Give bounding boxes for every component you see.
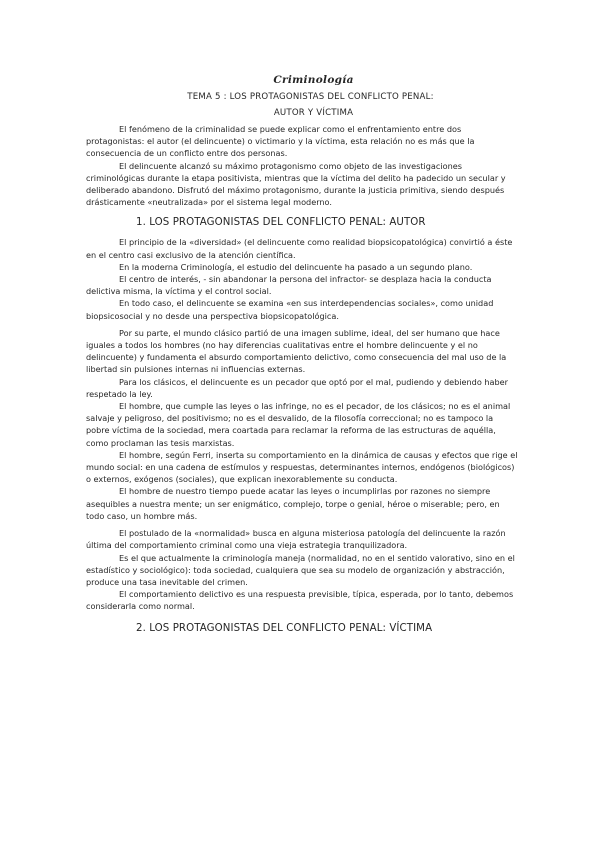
paragraph: El hombre, según Ferri, inserta su comportamiento en la dinámica de causas y efectos que rige el mundo social: en una cadena de estímulos y respuestas, determinantes internos, endógenos (biológicos) o externos, exógenos (sociales), que explican inexorablemente su conducta.	[86, 449, 518, 485]
document-title: Criminología	[273, 74, 354, 86]
paragraph: El hombre, que cumple las leyes o las infringe, no es el pecador, de los clásicos; no es el animal salvaje y peligroso, del positivismo; no es el desvalido, de la filosofía correccional; no es tampoco la pobre víctima de la sociedad, mera coartada para reclamar la reforma de las estructuras de aquélla, como proclaman las tesis marxistas.	[86, 401, 511, 448]
paragraph: El fenómeno de la criminalidad se puede explicar como el enfrentamiento entre dos protagonistas: el autor (el delincuente) o victimario y la víctima, esta relación no es más que la consecuencia de un conflicto entre dos personas.	[86, 124, 475, 159]
paragraph: El comportamiento delictivo es una respuesta previsible, típica, esperada, por lo tanto, debemos considerarla como normal.	[86, 589, 514, 612]
paragraph: El delincuente alcanzó su máximo protagonismo como objeto de las investigaciones criminológicas durante la etapa positivista, mientras que la víctima del delito ha padecido un secular y deliberado abandono. Disfrutó del máximo protagonismo, durante la justicia primitiva, siendo después drásticamente «neutralizada» por el sistema legal moderno.	[86, 160, 506, 208]
paragraph: Es el que actualmente la criminología maneja (normalidad, no en el sentido valorativo, sino en el estadístico y sociológico): toda sociedad, cualquiera que sea su modelo de organización y abstracción, produce una tasa inevitable del crimen.	[86, 552, 515, 587]
paragraph: En todo caso, el delincuente se examina «en sus interdependencias sociales», como unidad biopsicosocial y no desde una perspectiva biopsicopatológica.	[86, 298, 494, 321]
paragraph: El postulado de la «normalidad» busca en alguna misteriosa patología del delincuente la razón última del comportamiento criminal como una vieja estrategia tranquilizadora.	[86, 528, 506, 551]
topic-heading-line1: TEMA 5 : LOS PROTAGONISTAS DEL CONFLICTO PENAL:	[187, 92, 434, 102]
paragraph: Para los clásicos, el delincuente es un pecador que optó por el mal, pudiendo y debiendo haber respetado la ley.	[86, 376, 509, 399]
paragraph: El principio de la «diversidad» (el delincuente como realidad biopsicopatológica) convirtió a éste en el centro casi exclusivo de la atención científica.	[86, 237, 513, 260]
paragraph: El centro de interés, - sin abandonar la persona del infractor- se desplaza hacia la conducta delictiva misma, la víctima y el control social.	[86, 274, 492, 297]
paragraph: Por su parte, el mundo clásico partió de una imagen sublime, ideal, del ser humano que hace iguales a todos los hombres (no hay diferencias cualitativas entre el hombre delincuente y el no delincuente) y fundamenta el absurdo comportamiento delictivo, como consecuencia del mal uso de la libertad sin pulsiones internas ni influencias externas.	[86, 327, 507, 375]
section-heading-autor: 1. LOS PROTAGONISTAS DEL CONFLICTO PENAL: AUTOR	[136, 217, 426, 229]
section-heading-victima: 2. LOS PROTAGONISTAS DEL CONFLICTO PENAL: VÍCTIMA	[136, 622, 433, 634]
paragraph: En la moderna Criminología, el estudio del delincuente ha pasado a un segundo plano.	[119, 261, 473, 272]
topic-heading-line2: AUTOR Y VÍCTIMA	[273, 108, 354, 118]
paragraph: El hombre de nuestro tiempo puede acatar las leyes o incumplirlas por razones no siempre asequibles a nuestra mente; un ser enigmático, complejo, torpe o genial, héroe o miserable; pero, en todo caso, un hombre más.	[86, 486, 500, 521]
